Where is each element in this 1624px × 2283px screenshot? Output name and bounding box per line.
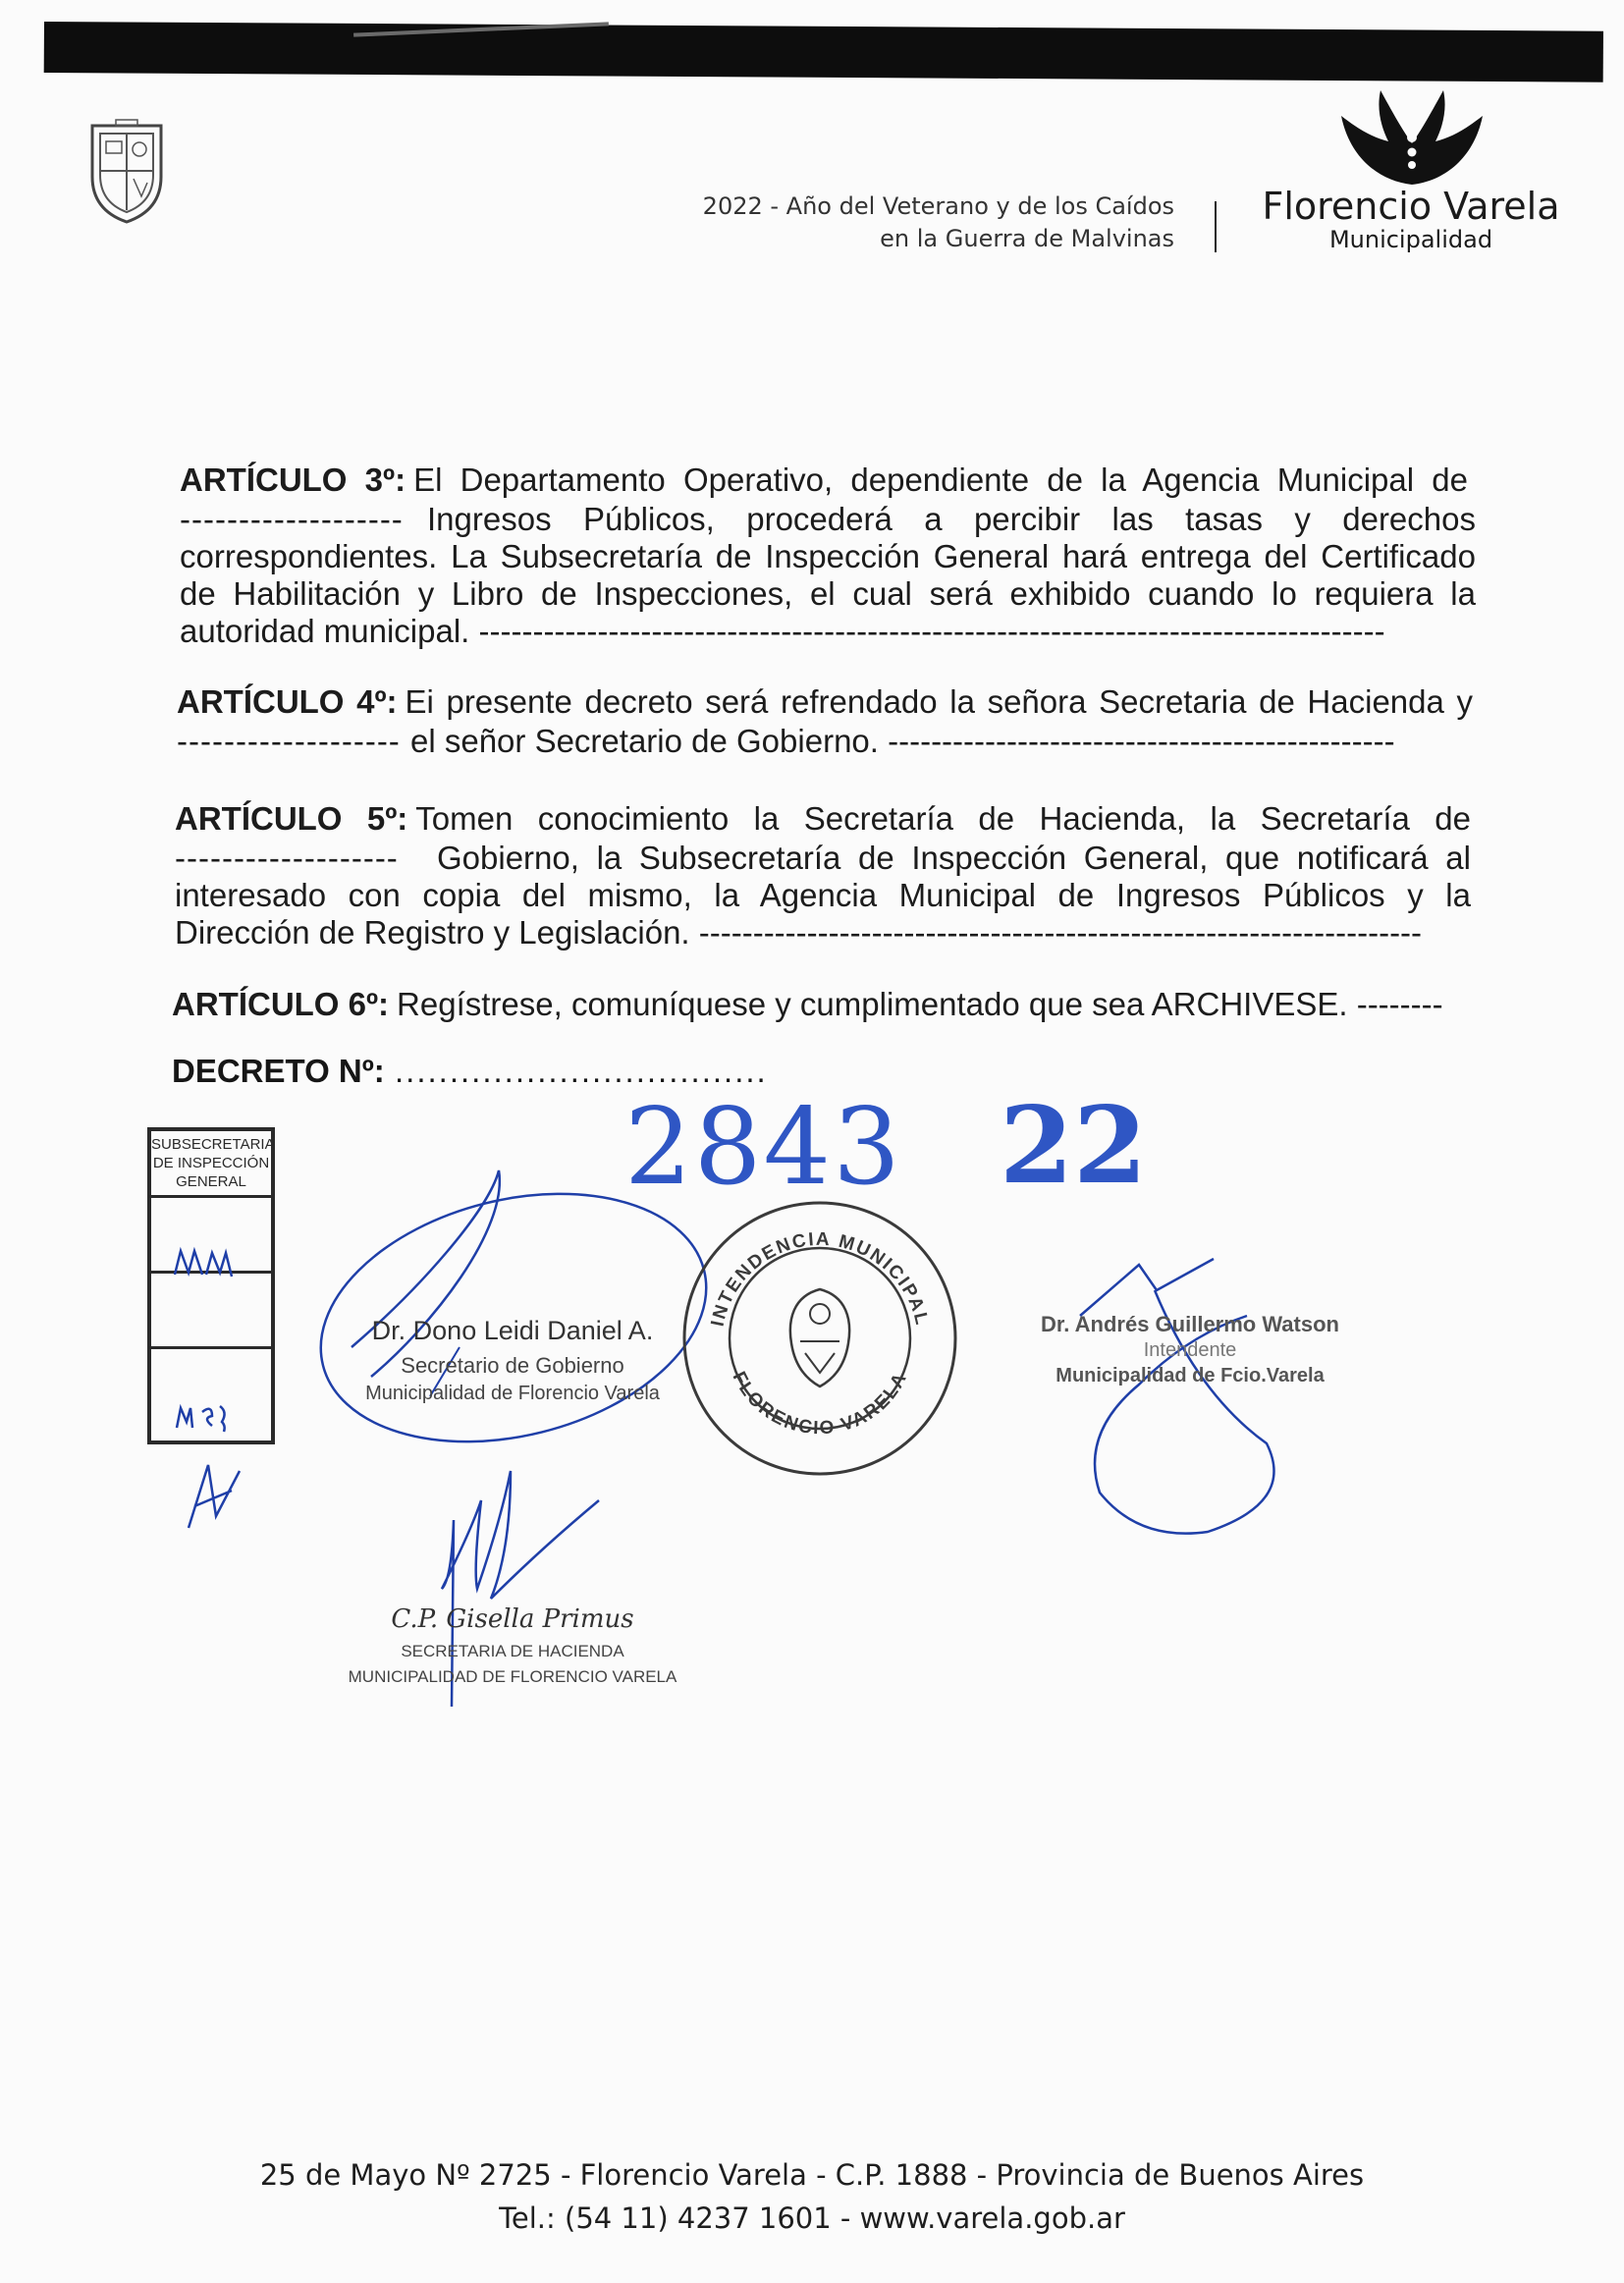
continuation-dashes: ------------------- bbox=[180, 501, 404, 537]
municipal-crest-icon bbox=[86, 116, 167, 226]
article-label: ARTÍCULO 4º: bbox=[177, 683, 398, 720]
brand-subtitle: Municipalidad bbox=[1328, 226, 1493, 253]
article-label: ARTÍCULO 3º: bbox=[180, 462, 406, 498]
footer-contact: Tel.: (54 11) 4237 1601 - www.varela.gob.ar bbox=[499, 2201, 1125, 2235]
signatory-title: SECRETARIA DE HACIENDA bbox=[401, 1642, 624, 1660]
article-3 bbox=[180, 462, 1468, 499]
intendente-signature-icon bbox=[1021, 1257, 1316, 1542]
florencio-varela-logo-icon bbox=[1337, 86, 1487, 190]
article-text-line: Ei presente decreto será refrendado la señora Secretaria de Hacienda y bbox=[405, 683, 1473, 720]
stamp-line: DE INSPECCIÓN bbox=[152, 1155, 270, 1171]
signatory-name: Dr. Andrés Guillermo Watson bbox=[1041, 1312, 1339, 1336]
continuation-dashes: ------------------- bbox=[175, 840, 399, 876]
signatory-organization: MUNICIPALIDAD DE FLORENCIO VARELA bbox=[348, 1667, 677, 1686]
header-divider bbox=[1215, 201, 1217, 252]
article-text-line: Tomen conocimiento la Secretaría de Hacienda, la Secretaría de bbox=[415, 800, 1471, 837]
signatory-organization: Municipalidad de Florencio Varela bbox=[365, 1383, 660, 1404]
signatory-organization: Municipalidad de Fcio.Varela bbox=[1056, 1365, 1325, 1386]
stamp-line: SUBSECRETARIA bbox=[151, 1136, 275, 1153]
article-label: ARTÍCULO 5º: bbox=[175, 800, 408, 837]
brand-name: Florencio Varela bbox=[1262, 185, 1560, 228]
continuation-dashes: ------------------- bbox=[177, 723, 401, 759]
motto-line: en la Guerra de Malvinas bbox=[880, 225, 1174, 252]
article-text-line: interesado con copia del mismo, la Agencia Municipal de Ingresos Públicos y la bbox=[175, 877, 1471, 913]
motto-line: 2022 - Año del Veterano y de los Caídos bbox=[702, 192, 1174, 220]
article-text-line: Gobierno, la Subsecretaría de Inspección General, que notificará al bbox=[437, 840, 1471, 876]
year-motto bbox=[703, 190, 1174, 255]
article-4 bbox=[177, 683, 1473, 721]
signatory-title: Secretario de Gobierno bbox=[401, 1353, 624, 1378]
article-text-line: autoridad municipal. ------------------------------------------------------------------------------------ bbox=[180, 613, 1385, 649]
article-text-line: de Habilitación y Libro de Inspecciones, el cual será exhibido cuando lo requiera la bbox=[180, 575, 1476, 612]
article-text-line: Dirección de Registro y Legislación. ------------------------------------------------------------------- bbox=[175, 914, 1423, 951]
footer-address: 25 de Mayo Nº 2725 - Florencio Varela - C.P. 1888 - Provincia de Buenos Aires bbox=[259, 2158, 1365, 2192]
article-text-line: El Departamento Operativo, dependiente de la Agencia Municipal de bbox=[413, 462, 1468, 498]
article-label: ARTÍCULO 6º: bbox=[172, 986, 390, 1022]
decreto-number-stamp: 2843 bbox=[624, 1086, 902, 1209]
scan-top-bar bbox=[44, 22, 1603, 82]
article-text-line: Regístrese, comuníquese y cumplimentado que sea ARCHIVESE. -------- bbox=[397, 986, 1443, 1022]
decreto-label: DECRETO Nº: bbox=[172, 1053, 385, 1089]
article-text-line: Ingresos Públicos, procederá a percibir las tasas y derechos bbox=[427, 501, 1476, 537]
article-text-line: correspondientes. La Subsecretaría de Inspección General hará entrega del Certificado bbox=[180, 538, 1476, 574]
decreto-year-stamp: 22 bbox=[1000, 1084, 1148, 1208]
article-5 bbox=[175, 800, 1471, 838]
article-text-line: el señor Secretario de Gobierno. ----------------------------------------------- bbox=[410, 723, 1395, 759]
decreto-dotted-line: .................................. bbox=[395, 1053, 768, 1089]
signatory-title: Intendente bbox=[1143, 1339, 1237, 1361]
seal-top-text: INTENDENCIA MUNICIPAL bbox=[707, 1228, 933, 1329]
signatory-name: C.P. Gisella Primus bbox=[391, 1604, 634, 1634]
stamp-line: GENERAL bbox=[176, 1173, 246, 1190]
article-6 bbox=[172, 986, 1443, 1023]
signatory-name: Dr. Dono Leidi Daniel A. bbox=[371, 1316, 654, 1345]
gobierno-signature-icon bbox=[312, 1151, 734, 1455]
seal-bottom-text: FLORENCIO VARELA bbox=[728, 1368, 912, 1440]
handwritten-initials-icon bbox=[147, 1127, 324, 1549]
official-seal-icon bbox=[677, 1196, 962, 1481]
